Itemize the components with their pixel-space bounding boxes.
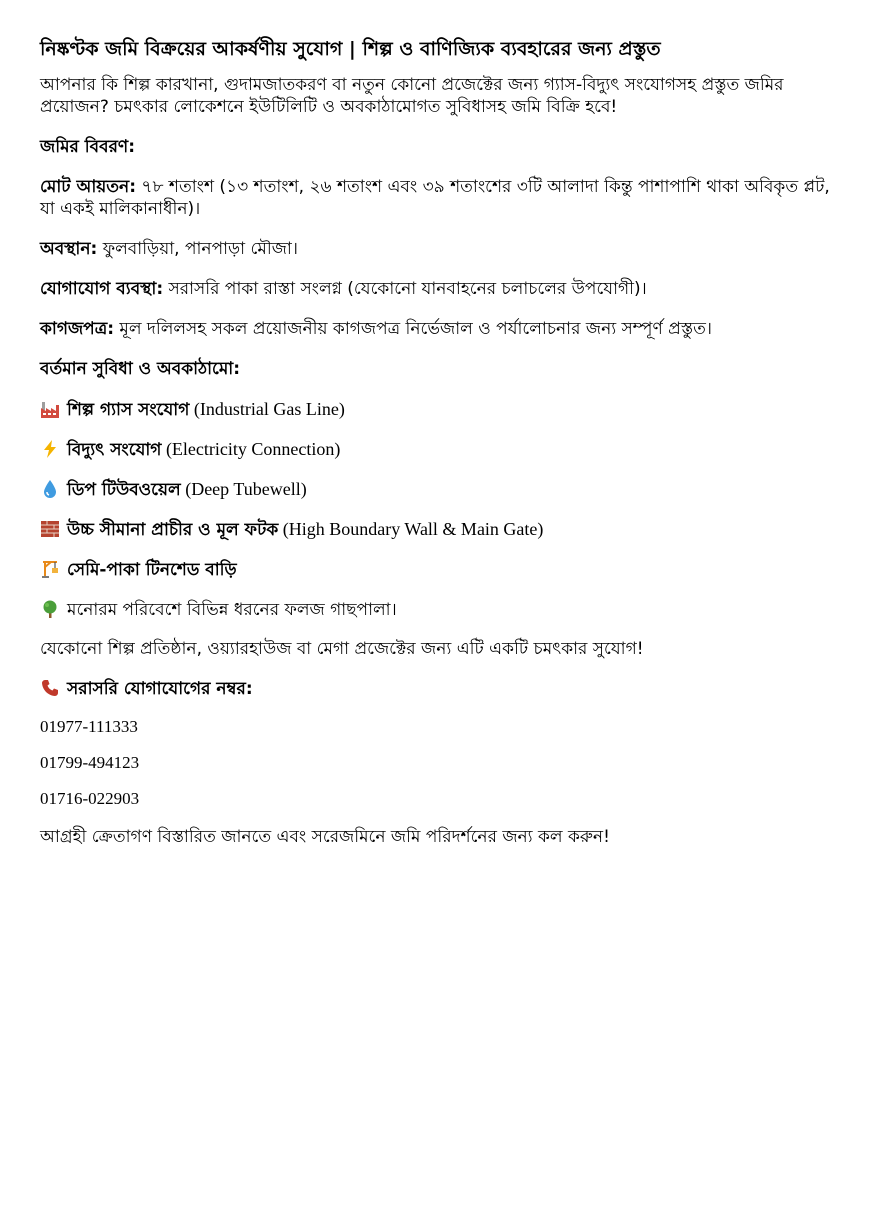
detail-connectivity: [40, 278, 835, 300]
facilities-heading: বর্তমান সুবিধা ও অবকাঠামো:: [40, 359, 241, 379]
feature-label: শিল্প গ্যাস সংযোগ: [67, 400, 190, 420]
detail-label: যোগাযোগ ব্যবস্থা:: [40, 279, 164, 299]
contact-heading: [40, 678, 835, 700]
detail-text: সরাসরি পাকা রাস্তা সংলগ্ন (যেকোনো যানবাহনের চলাচলের উপযোগী)।: [163, 279, 647, 299]
phone-number[interactable]: 01716-022903: [40, 789, 140, 808]
intro-paragraph: আপনার কি শিল্প কারখানা, গুদামজাতকরণ বা নতুন কোনো প্রজেক্টের জন্য গ্যাস-বিদ্যুৎ সংযোগসহ প্রস্তুত জমির প্রয়োজন? চমৎকার লোকেশনে ইউটিলিটি ও অবকাঠামোগত সুবিধাসহ জমি বিক্রি হবে!: [40, 75, 784, 117]
feature-english: (Deep Tubewell): [180, 479, 307, 499]
document-page: [40, 36, 835, 848]
tree-icon: [40, 599, 60, 619]
feature-fruit-trees: [40, 598, 835, 621]
phone-icon: [40, 678, 60, 698]
opportunity-text: যেকোনো শিল্প প্রতিষ্ঠান, ওয়্যারহাউজ বা মেগা প্রজেক্টের জন্য এটি একটি চমৎকার সুযোগ!: [40, 639, 644, 659]
detail-label: অবস্থান:: [40, 239, 98, 259]
feature-tinshed-house: [40, 558, 835, 581]
detail-text: ফুলবাড়িয়া, পানপাড়া মৌজা।: [97, 239, 298, 259]
feature-tubewell: [40, 478, 835, 501]
feature-boundary-wall: [40, 518, 835, 541]
factory-icon: [40, 399, 60, 419]
feature-english: (Industrial Gas Line): [189, 399, 345, 419]
feature-label: সেমি-পাকা টিনশেড বাড়ি: [67, 560, 237, 580]
feature-english: (Electricity Connection): [161, 439, 341, 459]
detail-documents: [40, 318, 835, 340]
closing-text: আগ্রহী ক্রেতাগণ বিস্তারিত জানতে এবং সরেজমিনে জমি পরিদর্শনের জন্য কল করুন!: [40, 827, 610, 847]
feature-electricity: [40, 438, 835, 461]
feature-text: মনোরম পরিবেশে বিভিন্ন ধরনের ফলজ গাছপালা।: [67, 600, 397, 620]
feature-label: উচ্চ সীমানা প্রাচীর ও মূল ফটক: [67, 520, 279, 540]
detail-area: [40, 176, 835, 220]
feature-label: বিদ্যুৎ সংযোগ: [67, 440, 162, 460]
construction-icon: [40, 559, 60, 579]
land-details-heading: জমির বিবরণ:: [40, 137, 135, 157]
feature-gas-line: [40, 398, 835, 421]
lightning-icon: [40, 439, 60, 459]
phone-number[interactable]: 01977-111333: [40, 717, 138, 736]
feature-label: ডিপ টিউবওয়েল: [67, 480, 181, 500]
phone-number[interactable]: 01799-494123: [40, 753, 140, 772]
detail-text: ৭৮ শতাংশ (১৩ শতাংশ, ২৬ শতাংশ এবং ৩৯ শতাংশের ৩টি আলাদা কিন্তু পাশাপাশি থাকা অবিকৃত প্লট, যা একই মালিকানাধীন)।: [40, 177, 830, 219]
detail-location: [40, 238, 835, 260]
page-title: নিষ্কণ্টক জমি বিক্রয়ের আকর্ষণীয় সুযোগ | শিল্প ও বাণিজ্যিক ব্যবহারের জন্য প্রস্তুত: [40, 38, 661, 60]
feature-english: (High Boundary Wall & Main Gate): [278, 519, 544, 539]
detail-text: মূল দলিলসহ সকল প্রয়োজনীয় কাগজপত্র নির্ভেজাল ও পর্যালোচনার জন্য সম্পূর্ণ প্রস্তুত।: [114, 319, 712, 339]
detail-label: মোট আয়তন:: [40, 177, 136, 197]
detail-label: কাগজপত্র:: [40, 319, 115, 339]
contact-heading-label: সরাসরি যোগাযোগের নম্বর:: [67, 679, 253, 699]
brick-icon: [40, 519, 60, 539]
droplet-icon: [40, 479, 60, 499]
